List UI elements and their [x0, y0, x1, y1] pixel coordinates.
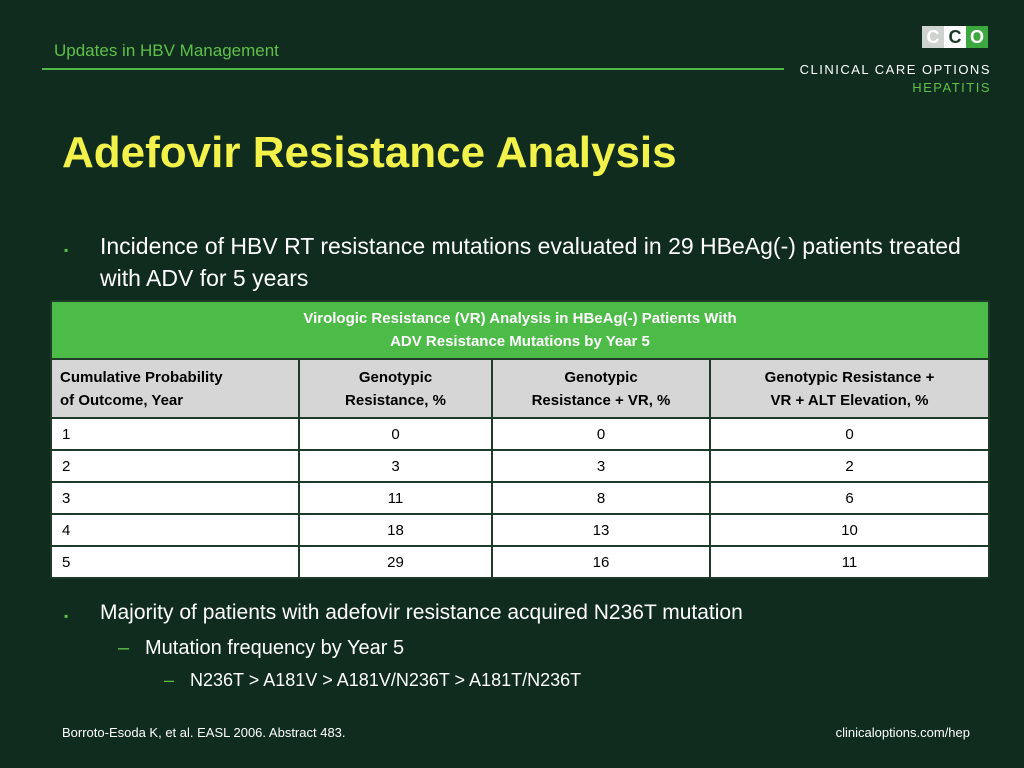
bullet-majority	[64, 599, 984, 627]
bullet-incidence	[64, 230, 984, 294]
footer-link[interactable]: clinicaloptions.com/hep	[835, 725, 970, 740]
table-cell: 11	[710, 546, 989, 578]
header-line: Genotypic	[564, 368, 638, 386]
header-line: VR + ALT Elevation, %	[770, 391, 929, 409]
bullet-text: N236T > A181V > A181V/N236T > A181T/N236T	[190, 670, 582, 690]
table-row	[51, 546, 989, 578]
bullet-text: Mutation frequency by Year 5	[145, 637, 405, 659]
bullet-text: Incidence of HBV RT resistance mutations evaluated in 29 HBeAg(-) patients treated with ADV for 5 years	[100, 233, 961, 291]
sub-sub-bullet-order	[164, 668, 581, 692]
table-cell: 5	[51, 546, 299, 578]
header-line: Resistance + VR, %	[531, 391, 671, 409]
table-cell: 0	[299, 418, 492, 450]
header-line: Resistance, %	[345, 391, 446, 409]
dash-bullet-icon: –	[118, 637, 130, 659]
sub-bullet-frequency	[118, 634, 404, 662]
logo-subname: HEPATITIS	[912, 80, 991, 95]
table-cell: 0	[492, 418, 710, 450]
caption-line-1: Virologic Resistance (VR) Analysis in HBeAg(-) Patients With	[303, 310, 737, 327]
dash-bullet-icon: –	[164, 670, 175, 690]
column-header-genotypic-vr-alt	[710, 359, 989, 418]
logo-name: CLINICAL CARE OPTIONS	[799, 62, 991, 77]
table-row	[51, 514, 989, 546]
header-line: Genotypic	[358, 368, 433, 386]
logo-letter-c1: C	[922, 26, 944, 48]
header-divider	[42, 68, 784, 70]
header-line: of Outcome, Year	[60, 391, 184, 409]
section-header: Updates in HBV Management	[54, 41, 279, 60]
table-cell: 2	[710, 450, 989, 482]
citation: Borroto-Esoda K, et al. EASL 2006. Abstract 483.	[62, 725, 346, 740]
table-cell: 3	[492, 450, 710, 482]
table-cell: 11	[299, 482, 492, 514]
table-cell: 6	[710, 482, 989, 514]
column-header-genotypic	[299, 359, 492, 418]
table-row	[51, 418, 989, 450]
column-header-year	[51, 359, 299, 418]
logo-letter-c2: C	[944, 26, 966, 48]
column-header-genotypic-vr	[492, 359, 710, 418]
square-bullet-icon: ▪	[64, 609, 69, 623]
resistance-table	[50, 300, 990, 579]
table-cell: 10	[710, 514, 989, 546]
square-bullet-icon: ▪	[64, 243, 69, 257]
caption-line-2: ADV Resistance Mutations by Year 5	[390, 333, 650, 350]
table-caption	[51, 301, 989, 359]
cco-logo	[922, 26, 988, 48]
table-cell: 0	[710, 418, 989, 450]
table-cell: 29	[299, 546, 492, 578]
slide-title: Adefovir Resistance Analysis	[62, 128, 677, 177]
table-row	[51, 482, 989, 514]
bullet-text: Majority of patients with adefovir resistance acquired N236T mutation	[100, 601, 743, 624]
header-line: Genotypic Resistance +	[764, 368, 935, 386]
logo-letter-o: O	[966, 26, 988, 48]
table-cell: 3	[51, 482, 299, 514]
table-cell: 2	[51, 450, 299, 482]
table-cell: 8	[492, 482, 710, 514]
table-cell: 3	[299, 450, 492, 482]
table-cell: 1	[51, 418, 299, 450]
table-cell: 18	[299, 514, 492, 546]
table-cell: 13	[492, 514, 710, 546]
table-cell: 4	[51, 514, 299, 546]
table-cell: 16	[492, 546, 710, 578]
table-row	[51, 450, 989, 482]
header-line: Cumulative Probability	[60, 368, 223, 386]
